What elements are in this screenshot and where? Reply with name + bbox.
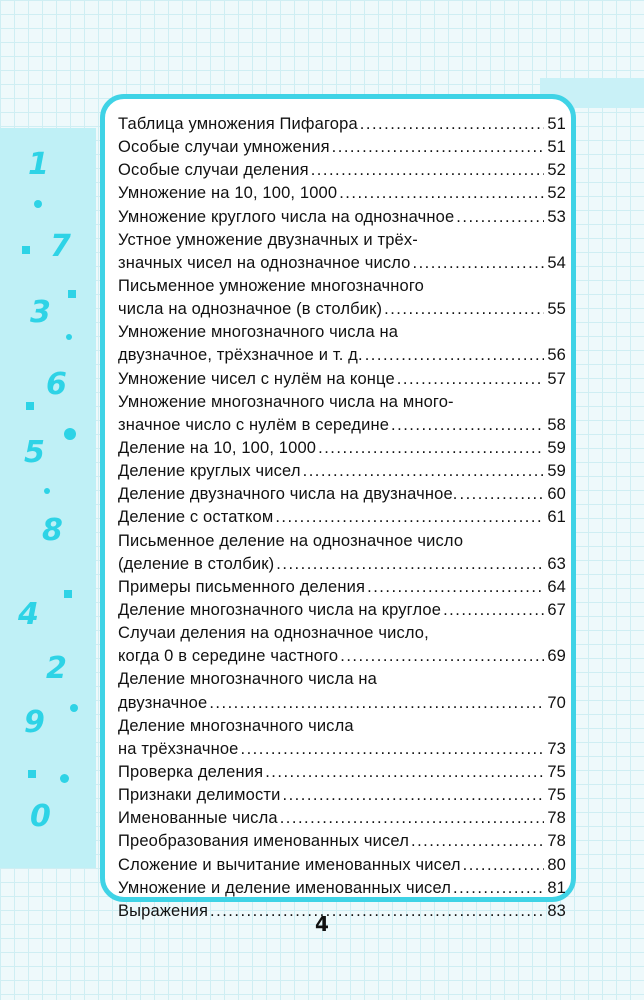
toc-entry[interactable] (118, 715, 566, 761)
decor-digit: 8 (42, 513, 63, 548)
decor-digit: 2 (46, 651, 67, 686)
toc-entry[interactable] (118, 830, 566, 853)
toc-entry-title: Выражения (118, 901, 209, 920)
toc-leader-dots (413, 252, 544, 275)
decor-digit: 4 (18, 597, 39, 632)
toc-entry[interactable] (118, 206, 566, 229)
toc-entry-page: 59 (547, 462, 566, 481)
toc-entry-title: Умножение многозначного числа на много- (118, 392, 454, 411)
decor-digit: 9 (24, 705, 45, 740)
toc-entry-page: 78 (547, 809, 566, 828)
toc-entry-title: числа на однозначное (в столбик) (118, 300, 383, 319)
toc-leader-dots (411, 830, 544, 853)
toc-leader-dots (367, 576, 544, 599)
toc-leader-dots (365, 344, 544, 367)
toc-leader-dots (443, 599, 544, 622)
decor-square (28, 770, 36, 778)
toc-entry[interactable] (118, 761, 566, 784)
side-decor-band (0, 128, 96, 868)
toc-entry-page: 70 (547, 693, 566, 712)
toc-entry-title: Устное умножение двузначных и трёх- (118, 230, 418, 249)
toc-leader-dots (456, 206, 544, 229)
toc-entry-title: Умножение круглого числа на однозначное (118, 207, 455, 226)
toc-entry[interactable] (118, 275, 566, 321)
toc-entry-page: 51 (547, 115, 566, 133)
toc-leader-dots (318, 437, 544, 460)
toc-entry-title: Особые случаи умножения (118, 138, 330, 157)
toc-entry-title: Таблица умножения Пифагора (118, 115, 358, 133)
toc-entry[interactable] (118, 113, 566, 136)
toc-entry-page: 53 (547, 207, 566, 226)
toc-leader-dots (280, 807, 544, 830)
toc-entry[interactable] (118, 506, 566, 529)
toc-leader-dots (391, 414, 544, 437)
toc-leader-dots (311, 159, 544, 182)
toc-entry[interactable] (118, 576, 566, 599)
toc-entry-page: 81 (547, 878, 566, 897)
toc-entry[interactable] (118, 460, 566, 483)
toc-entry-page: 80 (547, 855, 566, 874)
toc-entry-page: 64 (547, 577, 566, 596)
toc-entry-title: Деление на 10, 100, 1000 (118, 438, 317, 457)
toc-entry[interactable] (118, 599, 566, 622)
toc-entry[interactable] (118, 136, 566, 159)
toc-entry-page: 69 (547, 647, 566, 666)
toc-entry-title: Умножение на 10, 100, 1000 (118, 184, 338, 203)
toc-leader-dots (303, 460, 544, 483)
decor-dot (64, 428, 76, 440)
toc-entry[interactable] (118, 159, 566, 182)
toc-entry-page: 54 (547, 253, 566, 272)
toc-entry-page: 83 (547, 901, 566, 920)
toc-leader-dots (339, 182, 544, 205)
toc-entry-title: Проверка деления (118, 762, 264, 781)
toc-entry[interactable] (118, 391, 566, 437)
decor-dot (66, 334, 72, 340)
toc-entry-page: 52 (547, 161, 566, 180)
toc-entry-title: Деление двузначного числа на двузначное. (118, 485, 458, 504)
toc-leader-dots (340, 645, 544, 668)
decor-digit: 5 (24, 435, 45, 470)
toc-entry-page: 51 (547, 138, 566, 157)
toc-leader-dots (275, 506, 544, 529)
toc-entry-title: Преобразования именованных чисел (118, 832, 409, 851)
toc-entry[interactable] (118, 437, 566, 460)
toc-entry-title: Признаки делимости (118, 786, 281, 805)
decor-digit: 6 (46, 367, 67, 402)
toc-entry-title: Деление круглых чисел (118, 462, 301, 481)
toc-entry-title: когда 0 в середине частного (118, 647, 339, 666)
toc-entry-title: Деление многозначного числа на (118, 670, 378, 689)
decor-dot (44, 488, 50, 494)
toc-leader-dots (397, 368, 544, 391)
toc-entry-page: 57 (547, 369, 566, 388)
toc-entry-page: 52 (547, 184, 566, 203)
toc-entry-page: 56 (547, 346, 566, 365)
toc-entry-title: на трёхзначное (118, 739, 239, 758)
toc-leader-dots (265, 761, 544, 784)
toc-entry-page: 75 (547, 762, 566, 781)
toc-entry-title: значных чисел на однозначное число (118, 253, 411, 272)
toc-entry-page: 55 (547, 300, 566, 319)
decor-digit: 3 (30, 295, 51, 330)
toc-leader-dots (360, 113, 544, 136)
toc-entry[interactable] (118, 229, 566, 275)
toc-entry-title: Деление с остатком (118, 508, 274, 527)
toc-entry[interactable] (118, 622, 566, 668)
toc-entry-title: Умножение многозначного числа на (118, 323, 399, 342)
toc-entry-title: Письменное умножение многозначного (118, 276, 425, 295)
toc-entry-page: 78 (547, 832, 566, 851)
toc-entry[interactable] (118, 321, 566, 367)
toc-leader-dots (241, 738, 544, 761)
toc-leader-dots (463, 854, 544, 877)
toc-entry-title: значное число с нулём в середине (118, 415, 390, 434)
toc-entry[interactable] (118, 668, 566, 714)
decor-square (22, 246, 30, 254)
decor-dot (34, 200, 42, 208)
toc-entry-page: 73 (547, 739, 566, 758)
toc-entry[interactable] (118, 854, 566, 877)
toc-entry[interactable] (118, 368, 566, 391)
toc-entry-title: Письменное деление на однозначное число (118, 531, 464, 550)
toc-leader-dots (453, 877, 544, 900)
toc-entry-title: двузначное, трёхзначное и т. д. (118, 346, 363, 365)
toc-entry-page: 58 (547, 415, 566, 434)
toc-entry-title: Именованные числа (118, 809, 278, 828)
toc-entry[interactable] (118, 182, 566, 205)
page-number: 4 (315, 912, 329, 936)
toc-entry-page: 59 (547, 438, 566, 457)
decor-digit: 1 (28, 147, 49, 182)
decor-square (26, 402, 34, 410)
toc-entry[interactable] (118, 483, 566, 506)
toc-entry-page: 75 (547, 786, 566, 805)
toc-entry[interactable] (118, 807, 566, 830)
toc-leader-dots (209, 692, 544, 715)
table-of-contents (118, 113, 566, 923)
toc-entry-title: Сложение и вычитание именованных чисел (118, 855, 461, 874)
decor-digit: 7 (50, 229, 71, 264)
toc-entry-title: Деление многозначного числа (118, 716, 354, 735)
toc-entry-page: 63 (547, 554, 566, 573)
toc-entry-title: (деление в столбик) (118, 554, 275, 573)
toc-entry[interactable] (118, 784, 566, 807)
toc-leader-dots (276, 553, 544, 576)
toc-entry-title: Умножение чисел с нулём на конце (118, 369, 395, 388)
decor-digit: 0 (30, 799, 51, 834)
toc-entry-page: 60 (547, 485, 566, 504)
decor-dot (70, 704, 78, 712)
toc-leader-dots (332, 136, 544, 159)
decor-square (64, 590, 72, 598)
toc-entry-title: Случаи деления на однозначное число, (118, 624, 429, 643)
toc-entry-title: Особые случаи деления (118, 161, 309, 180)
toc-leader-dots (384, 298, 544, 321)
toc-entry-title: Деление многозначного числа на круглое (118, 600, 442, 619)
decor-dot (60, 774, 69, 783)
toc-leader-dots (460, 483, 544, 506)
toc-entry[interactable] (118, 530, 566, 576)
toc-entry-title: Умножение и деление именованных чисел (118, 878, 452, 897)
toc-entry-page: 67 (547, 600, 566, 619)
toc-entry[interactable] (118, 877, 566, 900)
toc-entry-title: двузначное (118, 693, 208, 712)
toc-entry-page: 61 (547, 508, 566, 527)
decor-square (68, 290, 76, 298)
toc-leader-dots (282, 784, 544, 807)
toc-entry-title: Примеры письменного деления (118, 577, 366, 596)
